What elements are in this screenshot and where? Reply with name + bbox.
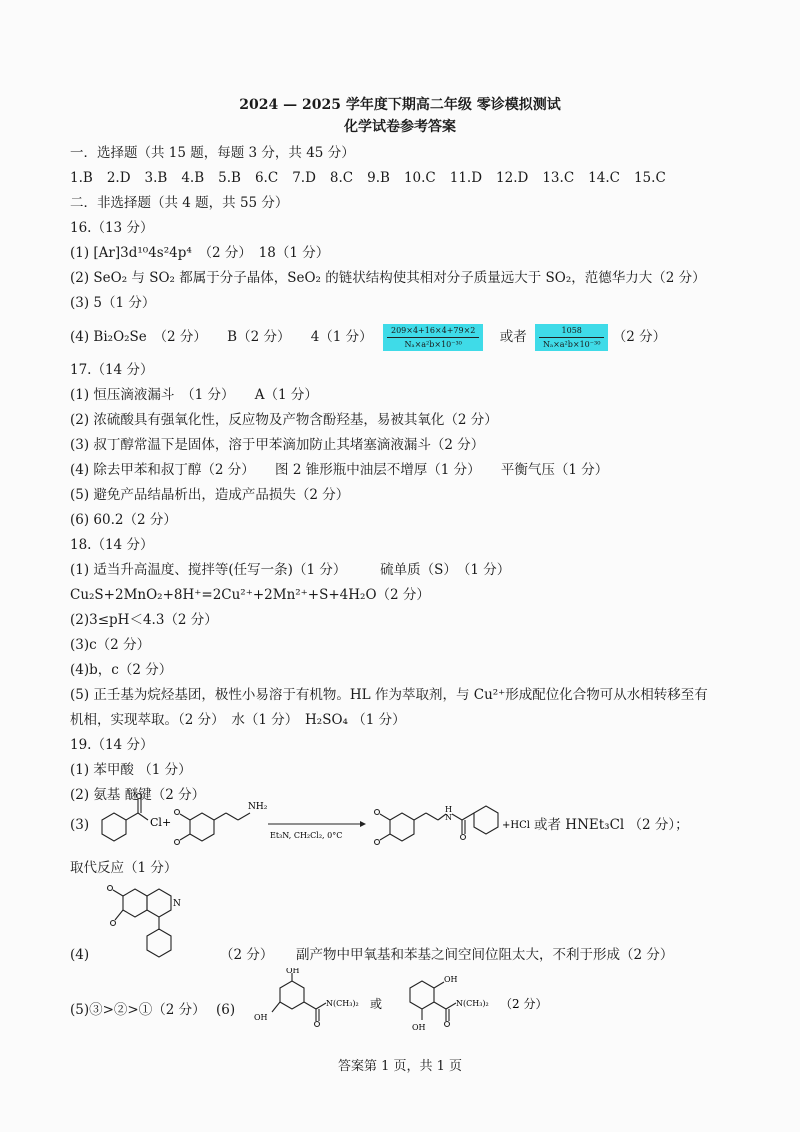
- part2-heading: 二．非选择题（共 4 题，共 55 分）: [70, 195, 289, 211]
- q19-answer-3-alt: 或者 HNEt₃Cl （2 分）；: [534, 817, 689, 833]
- hcl-byproduct: +HCl: [502, 820, 530, 831]
- dimethylamide-label: N(CH₃)₂: [326, 999, 359, 1008]
- mc-answer: 5.B: [218, 170, 241, 186]
- mc-answer: 6.C: [254, 170, 279, 186]
- nitrogen-label: N: [173, 899, 181, 909]
- hydroxyl-label: OH: [286, 968, 300, 975]
- amine-label: NH₂: [248, 802, 268, 812]
- q17-answer-5: (5) 避免产品结晶析出，造成产品损失（2 分）: [70, 487, 350, 503]
- mc-answer: 3.B: [144, 170, 168, 186]
- plus-sign: +: [162, 816, 172, 829]
- chlorine-label: Cl: [150, 816, 162, 829]
- amide-n-label: N: [445, 813, 452, 822]
- fraction-numerator: 209×4+16×4+79×2: [387, 324, 479, 338]
- q19-heading: 19.（14 分）: [70, 737, 154, 753]
- mc-answer-row: [70, 168, 680, 188]
- amide-product-structure: [375, 806, 499, 845]
- score-text: （2 分）: [612, 329, 667, 345]
- q16-answer-3: (3) 5（1 分）: [70, 295, 156, 311]
- mc-answer: 11.D: [449, 170, 483, 186]
- dimethoxyphenethylamine-structure: [175, 810, 251, 845]
- page-footer: 答案第 1 页，共 1 页: [337, 1059, 463, 1074]
- q19-answer-5: (5)③>②>①（2 分）: [70, 1002, 206, 1018]
- phenol-amide-structures: [250, 968, 580, 1038]
- q19-answer-4-reason: 副产物中甲氧基和苯基之间空间位阻太大，不利于形成（2 分）: [296, 947, 674, 963]
- q17-answer-2: (2) 浓硫酸具有强氧化性，反应物及产物含酚羟基，易被其氧化（2 分）: [70, 412, 498, 428]
- mc-answer: 9.B: [367, 170, 390, 186]
- q16-answer-1: (1) [Ar]3d¹⁰4s²4p⁴ （2 分） 18（1 分）: [70, 245, 330, 261]
- reaction-arrow-head: [360, 821, 366, 827]
- score-text: （2 分）: [500, 997, 548, 1011]
- q19-answer-3-label: (3): [70, 817, 90, 833]
- mc-answer: 12.D: [496, 170, 529, 186]
- or-text: 或: [370, 997, 383, 1011]
- q16-heading: 16.（13 分）: [70, 220, 154, 236]
- q16-answer-4: [70, 322, 666, 352]
- mc-answer: 7.D: [292, 170, 316, 186]
- mc-answer: 13.C: [542, 170, 575, 186]
- reaction-conditions: Et₃N, CH₂Cl₂, 0°C: [270, 831, 343, 840]
- resorcinol-amide-structure: [272, 973, 326, 1027]
- q18-answer-1: (1) 适当升高温度、搅拌等(任写一条)（1 分） 硫单质（S） （1 分）: [70, 562, 511, 578]
- q17-answer-6: (6) 60.2（2 分）: [70, 512, 177, 528]
- benzoyl-chloride-structure: [102, 794, 148, 842]
- q16-answer-2: (2) SeO₂ 与 SO₂ 都属于分子晶体，SeO₂ 的链状结构使其相对分子质量远大于 SO₂，范德华力大（2 分）: [70, 270, 706, 286]
- mc-answer: 15.C: [633, 170, 666, 186]
- q18-answer-2: (2)3≤pH＜4.3（2 分）: [70, 612, 218, 628]
- q17-answer-1: (1) 恒压滴液漏斗 （1 分） A（1 分）: [70, 387, 318, 403]
- q19-answer-1: (1) 苯甲酸 （1 分）: [70, 762, 192, 778]
- density-fraction-1: [383, 324, 483, 351]
- hydroxyl-label: OH: [444, 975, 458, 984]
- fraction-numerator: 1058: [539, 324, 604, 338]
- q19-answer-4-score: （2 分）: [220, 947, 274, 963]
- page-title: 2024 — 2025 学年度下期高二年级 零诊模拟测试: [239, 97, 561, 113]
- dihydroisoquinoline-structure: [95, 878, 205, 968]
- q18-heading: 18.（14 分）: [70, 537, 154, 553]
- q18-answer-3: (3)c（2 分）: [70, 637, 151, 653]
- q19-reaction-type: 取代反应（1 分）: [70, 860, 178, 876]
- q18-equation: Cu₂S+2MnO₂+8H⁺=2Cu²⁺+2Mn²⁺+S+4H₂O（2 分）: [70, 587, 430, 603]
- density-fraction-2: [535, 324, 608, 351]
- catechol-amide-structure: [410, 981, 456, 1027]
- mc-answer: 2.D: [106, 170, 131, 186]
- page-subtitle: 化学试卷参考答案: [344, 119, 456, 135]
- q18-answer-5-cont: 机相，实现萃取。（2 分） 水（1 分） H₂SO₄ （1 分）: [70, 712, 406, 728]
- q16-answer-4-text: (4) Bi₂O₂Se （2 分） B（2 分） 4（1 分）: [70, 329, 373, 345]
- hydroxyl-label: OH: [254, 1013, 268, 1022]
- amide-nh-label: H: [445, 805, 452, 814]
- part1-heading: 一．选择题（共 15 题，每题 3 分，共 45 分）: [70, 145, 355, 161]
- mc-answer: 10.C: [403, 170, 436, 186]
- mc-answer: 4.B: [181, 170, 205, 186]
- mc-answer: 1.B: [70, 170, 93, 186]
- q19-answer-2: (2) 氨基 醚键（2 分）: [70, 787, 206, 803]
- q19-answer-6-label: (6): [216, 1002, 236, 1018]
- q19-answer-4-label: (4): [70, 947, 90, 963]
- q18-answer-4: (4)b，c（2 分）: [70, 662, 173, 678]
- q17-answer-3: (3) 叔丁醇常温下是固体，溶于甲苯滴加防止其堵塞滴液漏斗（2 分）: [70, 437, 485, 453]
- or-text: 或者: [499, 329, 527, 345]
- fraction-denominator: Nₐ×a²b×10⁻³⁰: [404, 340, 462, 349]
- hydroxyl-label: OH: [412, 1023, 426, 1032]
- q17-answer-4: (4) 除去甲苯和叔丁醇（2 分） 图 2 锥形瓶中油层不增厚（1 分） 平衡气压（1 分）: [70, 462, 609, 478]
- mc-answer: 14.C: [588, 170, 620, 186]
- q17-heading: 17.（14 分）: [70, 362, 154, 378]
- dimethylamide-label: N(CH₃)₂: [456, 999, 489, 1008]
- mc-answer: 8.C: [329, 170, 354, 186]
- q18-answer-5: (5) 正壬基为烷烃基团，极性小易溶于有机物。HL 作为萃取剂，与 Cu²⁺形成配位化合物可从水相转移至有: [70, 687, 708, 703]
- fraction-denominator: Nₐ×a²b×10⁻³⁰: [543, 340, 601, 349]
